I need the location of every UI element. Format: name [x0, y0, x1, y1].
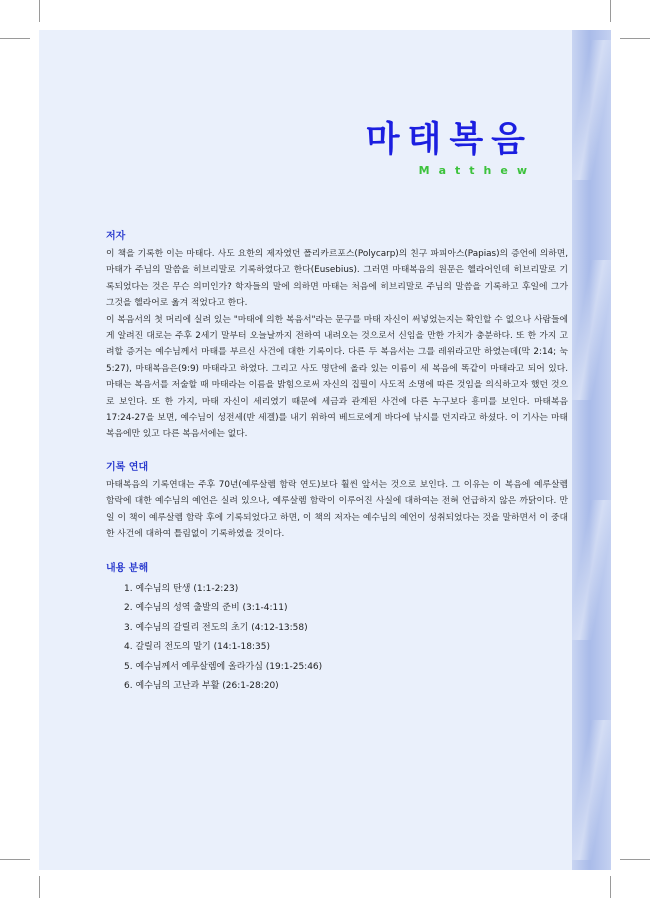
- outline-item: 2. 예수님의 성역 출발의 준비 (3:1-4:11): [124, 603, 288, 614]
- author-paragraph-2: 이 복음서의 첫 머리에 실려 있는 "마태에 의한 복음서"라는 문구를 마태 자신이 써넣었는지는 확인할 수 없으나 사람들에게 알려진 대로는 주후 2세기 말부터 오늘날까지 전하여 내려오는 것으로서 신임을 만한 가치가 충분하다. 또 한 가지 고려할 증거는 예수님께서 마태를 부르신 사건에 대한 기록이다. 다른 두 복음서는 그를 레위라고만 하였는데(막 2:14; 눅 5:27), 마태복음은(9:9) 마태라고 하였다. 그리고 사도 명단에 올라 있는 이름이 세 복음에 똑같이 마태라고 되어 있다. 마태는 복음서를 저술할 때 마태라는 이름을 밝힘으로써 자신의 집필이 사도적 소명에 따른 것임을 의식하고자 했던 것으로 보인다. 또 한 가지, 마태 자신이 세리였기 때문에 세금과 관계된 사건에 다른 누구보다 흥미를 보인다. 마태복음 17:24-27을 보면, 예수님이 성전세(반 세겔)를 내기 위하여 베드로에게 바다에 낚시를 던지라고 하셨다. 이 기사는 마태복음에만 있고 다른 복음서에는 없다.: [106, 314, 568, 440]
- section-heading: 저자: [106, 231, 126, 242]
- crop-mark: [0, 38, 30, 39]
- band-highlight: [572, 40, 611, 180]
- date-paragraph: 마태복음의 기록연대는 주후 70년(예루살렘 함락 연도)보다 훨씬 앞서는 것으로 보인다. 그 이유는 이 복음에 예루살렘 함락에 대한 예수님의 예언은 실려 있으나, 예루살렘 함락이 이루어진 사실에 대하여는 전혀 언급하지 않은 까닭이다. 만일 이 책이 예루살렘 함락 후에 기록되었다고 하면, 이 책의 저자는 예수님의 예언이 성취되었다는 것을 말하면서 이 중대한 사건에 대하여 틀림없이 기록하였을 것이다.: [106, 479, 568, 540]
- outline-list: [106, 580, 568, 698]
- crop-mark: [620, 859, 650, 860]
- outline-item: 5. 예수님께서 예루살렘에 올라가심 (19:1-25:46): [124, 661, 323, 672]
- crop-mark: [610, 0, 611, 22]
- band-highlight: [572, 500, 611, 640]
- crop-mark: [610, 876, 611, 898]
- page: [39, 30, 611, 870]
- author-paragraph-1: 이 책을 기록한 이는 마태다. 사도 요한의 제자였던 폴리카르포스(Polycarp)의 친구 파피아스(Papias)의 증언에 의하면, 마태가 주님의 말씀을 히브리말로 기록하였다고 한다(Eusebius). 그러면 마태복음의 원문은 헬라어인데 히브리말로 기록되었다는 것은 무슨 의미인가? 학자들의 말에 의하면 마태는 처음에 히브리말로 주님의 말씀을 기록하고 후일에 그가 그것을 헬라어로 옮겨 적었다고 한다.: [106, 249, 568, 309]
- outline-item: 1. 예수님의 탄생 (1:1-2:23): [124, 583, 239, 594]
- section-date: [106, 458, 568, 543]
- section-heading: 기록 연대: [106, 461, 149, 473]
- crop-mark: [39, 876, 40, 898]
- content: [106, 227, 568, 697]
- section-heading: 내용 분해: [106, 562, 149, 574]
- page-title: 마태복음: [365, 120, 533, 160]
- band-highlight: [572, 260, 611, 400]
- crop-mark: [620, 38, 650, 39]
- crop-mark: [39, 0, 40, 22]
- outline-item: 6. 예수님의 고난과 부활 (26:1-28:20): [124, 681, 279, 692]
- section-outline: [106, 559, 568, 698]
- outline-item: 4. 갈릴리 전도의 말기 (14:1-18:35): [124, 642, 270, 653]
- band-highlight: [572, 720, 611, 860]
- section-author: [106, 227, 568, 443]
- page-subtitle: Matthew: [418, 164, 536, 177]
- outline-item: 3. 예수님의 갈릴리 전도의 초기 (4:12-13:58): [124, 622, 308, 633]
- crop-mark: [0, 859, 30, 860]
- decorative-side-band: [572, 30, 611, 870]
